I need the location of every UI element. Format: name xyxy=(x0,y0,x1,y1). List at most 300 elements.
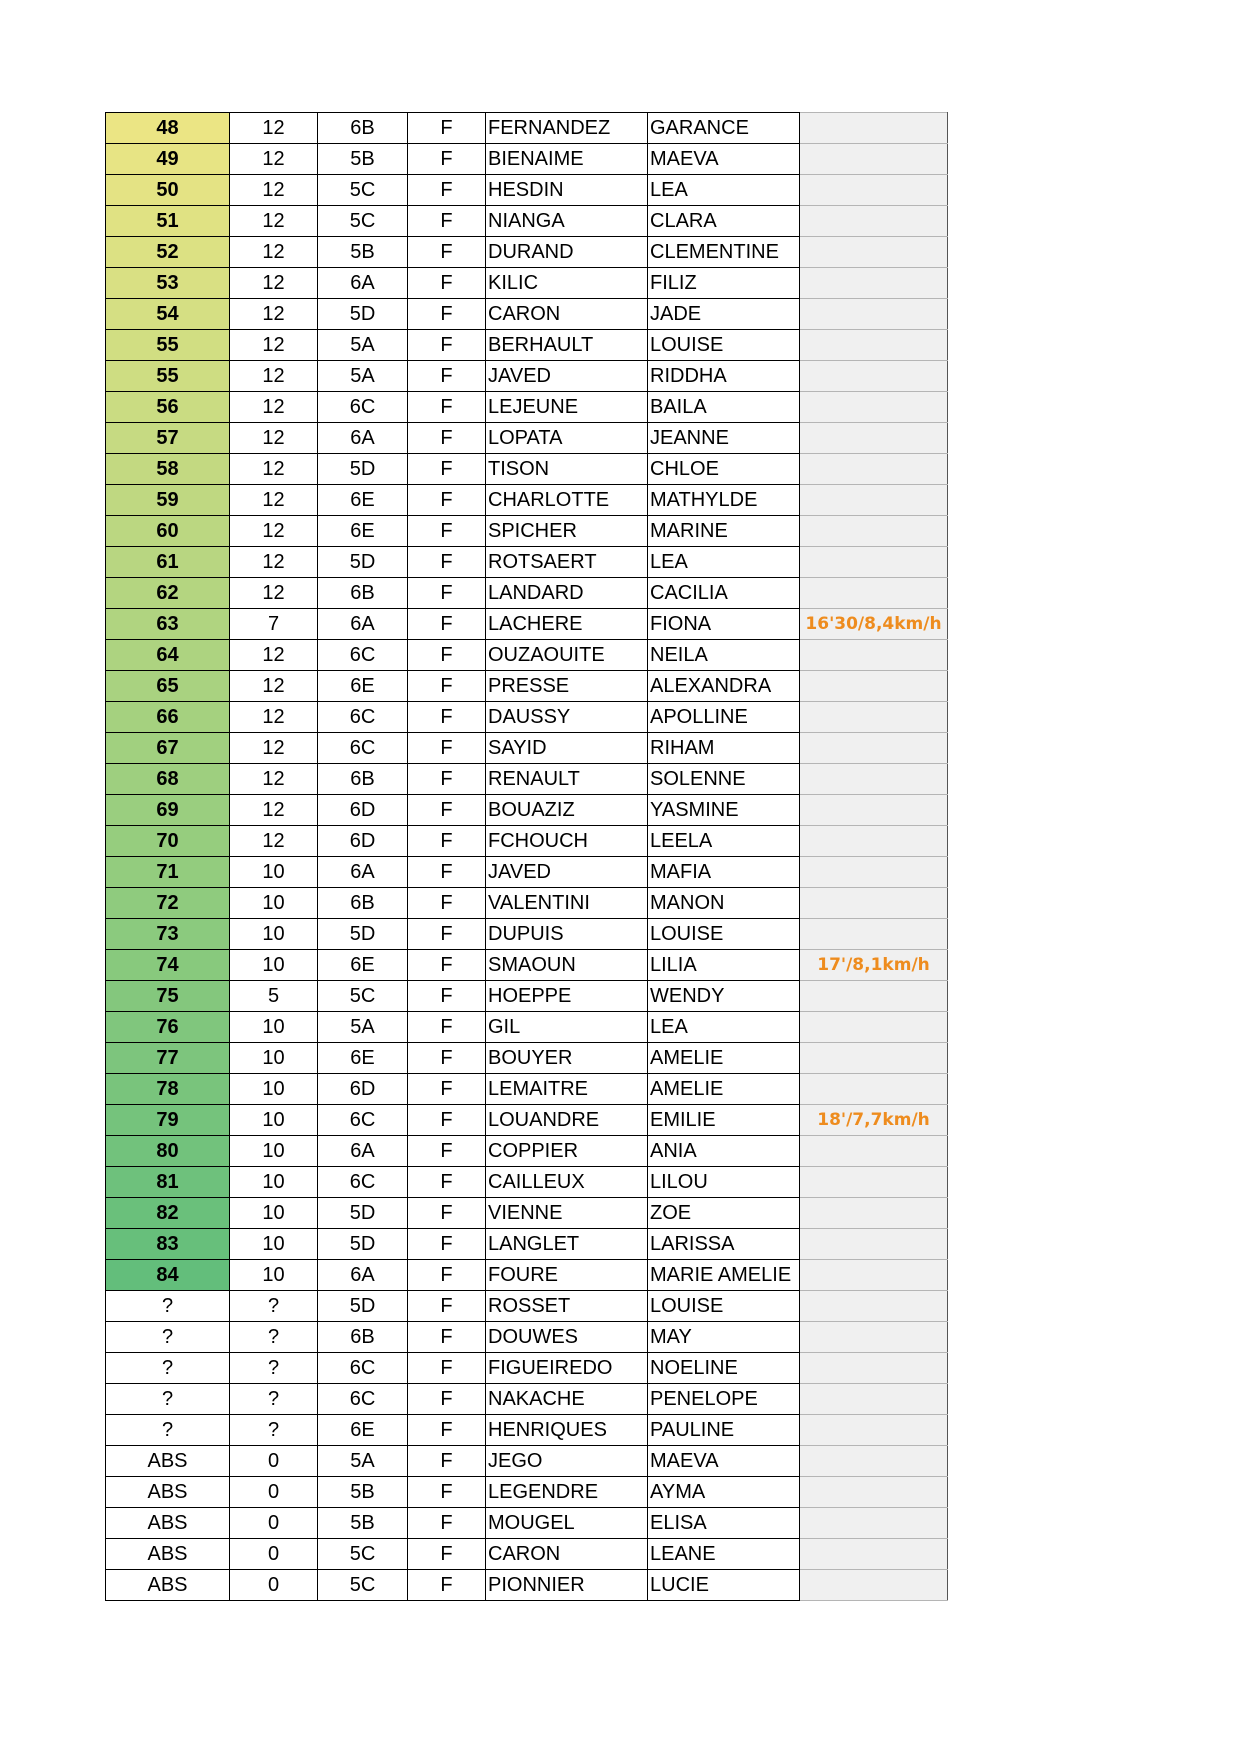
points-cell: 12 xyxy=(230,268,318,299)
points-cell: 12 xyxy=(230,144,318,175)
sex-cell: F xyxy=(408,1353,486,1384)
table-row xyxy=(106,1415,948,1446)
table-row xyxy=(106,1477,948,1508)
points-cell: 10 xyxy=(230,1074,318,1105)
last-name-cell: LEJEUNE xyxy=(486,392,648,423)
points-cell: 7 xyxy=(230,609,318,640)
class-cell: 6A xyxy=(318,609,408,640)
sex-cell: F xyxy=(408,578,486,609)
rank-cell: ABS xyxy=(106,1477,230,1508)
note-cell xyxy=(800,1012,948,1043)
points-cell: 10 xyxy=(230,1043,318,1074)
points-cell: ? xyxy=(230,1353,318,1384)
points-cell: 12 xyxy=(230,113,318,144)
last-name-cell: NIANGA xyxy=(486,206,648,237)
rank-cell: 52 xyxy=(106,237,230,268)
sex-cell: F xyxy=(408,1384,486,1415)
points-cell: 10 xyxy=(230,1229,318,1260)
first-name-cell: JEANNE xyxy=(648,423,800,454)
first-name-cell: LOUISE xyxy=(648,919,800,950)
table-row xyxy=(106,144,948,175)
points-cell: 12 xyxy=(230,392,318,423)
note-cell xyxy=(800,733,948,764)
rank-cell: 78 xyxy=(106,1074,230,1105)
table-row xyxy=(106,1353,948,1384)
class-cell: 6C xyxy=(318,733,408,764)
class-cell: 5D xyxy=(318,1291,408,1322)
first-name-cell: LEA xyxy=(648,175,800,206)
first-name-cell: BAILA xyxy=(648,392,800,423)
class-cell: 6A xyxy=(318,268,408,299)
note-cell xyxy=(800,1167,948,1198)
first-name-cell: AYMA xyxy=(648,1477,800,1508)
table-row xyxy=(106,640,948,671)
rank-cell: ? xyxy=(106,1353,230,1384)
sex-cell: F xyxy=(408,671,486,702)
table-row xyxy=(106,1198,948,1229)
note-cell xyxy=(800,454,948,485)
points-cell: 12 xyxy=(230,175,318,206)
table-row xyxy=(106,888,948,919)
rank-cell: 55 xyxy=(106,330,230,361)
class-cell: 5C xyxy=(318,1539,408,1570)
sex-cell: F xyxy=(408,1539,486,1570)
sex-cell: F xyxy=(408,485,486,516)
first-name-cell: AMELIE xyxy=(648,1074,800,1105)
sex-cell: F xyxy=(408,795,486,826)
last-name-cell: FIGUEIREDO xyxy=(486,1353,648,1384)
points-cell: 10 xyxy=(230,1105,318,1136)
last-name-cell: CARON xyxy=(486,299,648,330)
sex-cell: F xyxy=(408,888,486,919)
sex-cell: F xyxy=(408,392,486,423)
first-name-cell: NOELINE xyxy=(648,1353,800,1384)
note-cell xyxy=(800,206,948,237)
sex-cell: F xyxy=(408,609,486,640)
rank-cell: ABS xyxy=(106,1446,230,1477)
first-name-cell: WENDY xyxy=(648,981,800,1012)
points-cell: 5 xyxy=(230,981,318,1012)
class-cell: 6D xyxy=(318,795,408,826)
last-name-cell: SMAOUN xyxy=(486,950,648,981)
first-name-cell: LEANE xyxy=(648,1539,800,1570)
first-name-cell: ANIA xyxy=(648,1136,800,1167)
first-name-cell: LEA xyxy=(648,1012,800,1043)
note-cell xyxy=(800,1136,948,1167)
first-name-cell: MARIE AMELIE xyxy=(648,1260,800,1291)
points-cell: 12 xyxy=(230,640,318,671)
note-cell xyxy=(800,1229,948,1260)
note-cell xyxy=(800,1508,948,1539)
sex-cell: F xyxy=(408,1136,486,1167)
class-cell: 6C xyxy=(318,640,408,671)
note-cell xyxy=(800,299,948,330)
class-cell: 6E xyxy=(318,516,408,547)
class-cell: 6E xyxy=(318,485,408,516)
first-name-cell: PAULINE xyxy=(648,1415,800,1446)
table-row xyxy=(106,423,948,454)
sex-cell: F xyxy=(408,299,486,330)
class-cell: 6C xyxy=(318,1167,408,1198)
table-row xyxy=(106,361,948,392)
sex-cell: F xyxy=(408,1446,486,1477)
note-cell xyxy=(800,1570,948,1601)
note-cell xyxy=(800,1043,948,1074)
table-row xyxy=(106,702,948,733)
note-cell xyxy=(800,640,948,671)
note-cell xyxy=(800,1322,948,1353)
sex-cell: F xyxy=(408,764,486,795)
last-name-cell: FCHOUCH xyxy=(486,826,648,857)
last-name-cell: OUZAOUITE xyxy=(486,640,648,671)
rank-cell: 69 xyxy=(106,795,230,826)
points-cell: 12 xyxy=(230,299,318,330)
first-name-cell: LILOU xyxy=(648,1167,800,1198)
class-cell: 5C xyxy=(318,981,408,1012)
first-name-cell: MANON xyxy=(648,888,800,919)
note-cell xyxy=(800,175,948,206)
table-row xyxy=(106,175,948,206)
first-name-cell: FILIZ xyxy=(648,268,800,299)
table-row xyxy=(106,1322,948,1353)
table-row xyxy=(106,981,948,1012)
table-row xyxy=(106,1074,948,1105)
rank-cell: ABS xyxy=(106,1570,230,1601)
note-cell xyxy=(800,1415,948,1446)
table-row xyxy=(106,733,948,764)
first-name-cell: ELISA xyxy=(648,1508,800,1539)
rank-cell: 71 xyxy=(106,857,230,888)
points-cell: 10 xyxy=(230,1198,318,1229)
table-row xyxy=(106,330,948,361)
first-name-cell: MAEVA xyxy=(648,1446,800,1477)
first-name-cell: ZOE xyxy=(648,1198,800,1229)
rank-cell: 68 xyxy=(106,764,230,795)
last-name-cell: JAVED xyxy=(486,857,648,888)
note-cell xyxy=(800,423,948,454)
class-cell: 5D xyxy=(318,1229,408,1260)
points-cell: 12 xyxy=(230,206,318,237)
sex-cell: F xyxy=(408,516,486,547)
last-name-cell: ROSSET xyxy=(486,1291,648,1322)
first-name-cell: JADE xyxy=(648,299,800,330)
points-cell: ? xyxy=(230,1291,318,1322)
first-name-cell: LUCIE xyxy=(648,1570,800,1601)
last-name-cell: HESDIN xyxy=(486,175,648,206)
rank-cell: 48 xyxy=(106,113,230,144)
sex-cell: F xyxy=(408,1012,486,1043)
sex-cell: F xyxy=(408,1074,486,1105)
table-row xyxy=(106,454,948,485)
table-row xyxy=(106,578,948,609)
last-name-cell: VIENNE xyxy=(486,1198,648,1229)
table-row xyxy=(106,1012,948,1043)
rank-cell: 70 xyxy=(106,826,230,857)
last-name-cell: LOUANDRE xyxy=(486,1105,648,1136)
table-row xyxy=(106,299,948,330)
class-cell: 5B xyxy=(318,144,408,175)
table-row xyxy=(106,1043,948,1074)
first-name-cell: AMELIE xyxy=(648,1043,800,1074)
class-cell: 6C xyxy=(318,702,408,733)
table-row xyxy=(106,919,948,950)
table-row xyxy=(106,795,948,826)
first-name-cell: MAFIA xyxy=(648,857,800,888)
rank-cell: 81 xyxy=(106,1167,230,1198)
class-cell: 6E xyxy=(318,671,408,702)
last-name-cell: GIL xyxy=(486,1012,648,1043)
note-cell: 18'/7,7km/h xyxy=(800,1105,948,1136)
table-row xyxy=(106,1508,948,1539)
note-cell xyxy=(800,981,948,1012)
points-cell: 0 xyxy=(230,1539,318,1570)
class-cell: 5C xyxy=(318,1570,408,1601)
points-cell: 12 xyxy=(230,423,318,454)
rank-cell: ABS xyxy=(106,1539,230,1570)
rank-cell: 65 xyxy=(106,671,230,702)
class-cell: 6E xyxy=(318,1415,408,1446)
note-cell xyxy=(800,671,948,702)
note-cell xyxy=(800,144,948,175)
rank-cell: 80 xyxy=(106,1136,230,1167)
last-name-cell: DAUSSY xyxy=(486,702,648,733)
class-cell: 5D xyxy=(318,547,408,578)
sex-cell: F xyxy=(408,268,486,299)
class-cell: 6C xyxy=(318,1353,408,1384)
rank-cell: 73 xyxy=(106,919,230,950)
sex-cell: F xyxy=(408,1105,486,1136)
sex-cell: F xyxy=(408,144,486,175)
class-cell: 6A xyxy=(318,1136,408,1167)
last-name-cell: LACHERE xyxy=(486,609,648,640)
first-name-cell: APOLLINE xyxy=(648,702,800,733)
note-cell xyxy=(800,1477,948,1508)
sex-cell: F xyxy=(408,857,486,888)
note-cell xyxy=(800,919,948,950)
last-name-cell: SAYID xyxy=(486,733,648,764)
sex-cell: F xyxy=(408,950,486,981)
note-cell xyxy=(800,702,948,733)
rank-cell: 50 xyxy=(106,175,230,206)
sex-cell: F xyxy=(408,1260,486,1291)
sex-cell: F xyxy=(408,361,486,392)
class-cell: 6E xyxy=(318,950,408,981)
rank-cell: ? xyxy=(106,1384,230,1415)
note-cell xyxy=(800,1260,948,1291)
points-cell: 12 xyxy=(230,826,318,857)
class-cell: 5B xyxy=(318,1508,408,1539)
table-row xyxy=(106,671,948,702)
sex-cell: F xyxy=(408,1167,486,1198)
class-cell: 5C xyxy=(318,175,408,206)
table-row xyxy=(106,857,948,888)
sex-cell: F xyxy=(408,981,486,1012)
sex-cell: F xyxy=(408,1198,486,1229)
points-cell: 12 xyxy=(230,330,318,361)
class-cell: 6B xyxy=(318,888,408,919)
first-name-cell: CHLOE xyxy=(648,454,800,485)
sex-cell: F xyxy=(408,1477,486,1508)
class-cell: 5D xyxy=(318,454,408,485)
sex-cell: F xyxy=(408,454,486,485)
first-name-cell: EMILIE xyxy=(648,1105,800,1136)
rank-cell: 66 xyxy=(106,702,230,733)
last-name-cell: MOUGEL xyxy=(486,1508,648,1539)
sex-cell: F xyxy=(408,1415,486,1446)
note-cell xyxy=(800,547,948,578)
table-row xyxy=(106,1291,948,1322)
last-name-cell: HOEPPE xyxy=(486,981,648,1012)
rank-cell: 55 xyxy=(106,361,230,392)
class-cell: 5D xyxy=(318,1198,408,1229)
note-cell xyxy=(800,1384,948,1415)
class-cell: 5B xyxy=(318,237,408,268)
points-cell: 10 xyxy=(230,857,318,888)
note-cell xyxy=(800,826,948,857)
last-name-cell: CARON xyxy=(486,1539,648,1570)
first-name-cell: FIONA xyxy=(648,609,800,640)
table-row xyxy=(106,206,948,237)
note-cell xyxy=(800,578,948,609)
table-row xyxy=(106,1167,948,1198)
table-row xyxy=(106,485,948,516)
table-row xyxy=(106,1539,948,1570)
last-name-cell: TISON xyxy=(486,454,648,485)
first-name-cell: MAEVA xyxy=(648,144,800,175)
last-name-cell: FOURE xyxy=(486,1260,648,1291)
points-cell: 10 xyxy=(230,919,318,950)
first-name-cell: MARINE xyxy=(648,516,800,547)
rank-cell: 83 xyxy=(106,1229,230,1260)
last-name-cell: DUPUIS xyxy=(486,919,648,950)
points-cell: 10 xyxy=(230,1167,318,1198)
points-cell: 12 xyxy=(230,485,318,516)
table-row xyxy=(106,1570,948,1601)
rank-cell: 74 xyxy=(106,950,230,981)
note-cell xyxy=(800,237,948,268)
class-cell: 6A xyxy=(318,1260,408,1291)
table-row xyxy=(106,1136,948,1167)
sex-cell: F xyxy=(408,1229,486,1260)
rank-cell: 58 xyxy=(106,454,230,485)
sex-cell: F xyxy=(408,330,486,361)
points-cell: 12 xyxy=(230,702,318,733)
rank-cell: 53 xyxy=(106,268,230,299)
table-row xyxy=(106,268,948,299)
table-row xyxy=(106,609,948,640)
note-cell xyxy=(800,888,948,919)
note-cell xyxy=(800,485,948,516)
note-cell xyxy=(800,361,948,392)
class-cell: 5A xyxy=(318,1446,408,1477)
rank-cell: ? xyxy=(106,1322,230,1353)
sex-cell: F xyxy=(408,702,486,733)
rank-cell: 59 xyxy=(106,485,230,516)
rank-cell: 54 xyxy=(106,299,230,330)
note-cell xyxy=(800,516,948,547)
points-cell: 12 xyxy=(230,733,318,764)
class-cell: 6D xyxy=(318,826,408,857)
rank-cell: 62 xyxy=(106,578,230,609)
table-row xyxy=(106,950,948,981)
last-name-cell: RENAULT xyxy=(486,764,648,795)
class-cell: 5D xyxy=(318,299,408,330)
points-cell: 0 xyxy=(230,1446,318,1477)
points-cell: 12 xyxy=(230,795,318,826)
table-row xyxy=(106,1446,948,1477)
rank-cell: 77 xyxy=(106,1043,230,1074)
first-name-cell: MATHYLDE xyxy=(648,485,800,516)
last-name-cell: VALENTINI xyxy=(486,888,648,919)
last-name-cell: LEMAITRE xyxy=(486,1074,648,1105)
sex-cell: F xyxy=(408,206,486,237)
sex-cell: F xyxy=(408,1043,486,1074)
points-cell: 10 xyxy=(230,1260,318,1291)
table-row xyxy=(106,826,948,857)
sex-cell: F xyxy=(408,1322,486,1353)
rank-cell: 56 xyxy=(106,392,230,423)
table-row xyxy=(106,547,948,578)
first-name-cell: NEILA xyxy=(648,640,800,671)
table-row xyxy=(106,1260,948,1291)
last-name-cell: SPICHER xyxy=(486,516,648,547)
class-cell: 5C xyxy=(318,206,408,237)
class-cell: 6A xyxy=(318,423,408,454)
note-cell xyxy=(800,330,948,361)
first-name-cell: LEELA xyxy=(648,826,800,857)
rank-cell: 72 xyxy=(106,888,230,919)
last-name-cell: PRESSE xyxy=(486,671,648,702)
points-cell: 12 xyxy=(230,547,318,578)
table-row xyxy=(106,764,948,795)
first-name-cell: RIDDHA xyxy=(648,361,800,392)
rank-cell: 60 xyxy=(106,516,230,547)
points-cell: 12 xyxy=(230,671,318,702)
results-table xyxy=(105,112,948,1601)
note-cell: 17'/8,1km/h xyxy=(800,950,948,981)
rank-cell: 61 xyxy=(106,547,230,578)
rank-cell: 49 xyxy=(106,144,230,175)
last-name-cell: JEGO xyxy=(486,1446,648,1477)
table-row xyxy=(106,113,948,144)
class-cell: 6C xyxy=(318,1105,408,1136)
points-cell: 0 xyxy=(230,1570,318,1601)
class-cell: 6B xyxy=(318,578,408,609)
note-cell xyxy=(800,1353,948,1384)
last-name-cell: JAVED xyxy=(486,361,648,392)
note-cell xyxy=(800,1198,948,1229)
last-name-cell: BOUAZIZ xyxy=(486,795,648,826)
note-cell xyxy=(800,392,948,423)
sex-cell: F xyxy=(408,919,486,950)
class-cell: 6B xyxy=(318,1322,408,1353)
sex-cell: F xyxy=(408,113,486,144)
note-cell xyxy=(800,113,948,144)
class-cell: 6B xyxy=(318,113,408,144)
points-cell: 10 xyxy=(230,1136,318,1167)
last-name-cell: KILIC xyxy=(486,268,648,299)
rank-cell: 82 xyxy=(106,1198,230,1229)
sex-cell: F xyxy=(408,1570,486,1601)
last-name-cell: DURAND xyxy=(486,237,648,268)
class-cell: 5A xyxy=(318,361,408,392)
rank-cell: ? xyxy=(106,1415,230,1446)
points-cell: ? xyxy=(230,1384,318,1415)
first-name-cell: CLEMENTINE xyxy=(648,237,800,268)
note-cell xyxy=(800,1539,948,1570)
rank-cell: 75 xyxy=(106,981,230,1012)
note-cell xyxy=(800,1291,948,1322)
